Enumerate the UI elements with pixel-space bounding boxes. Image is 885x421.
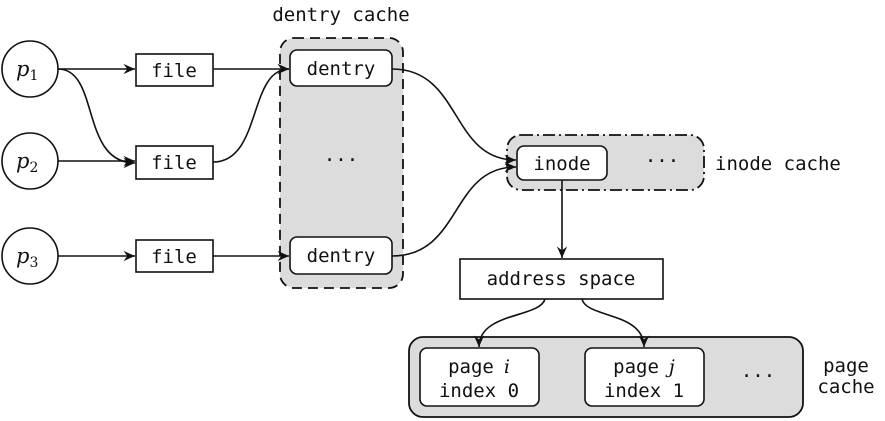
- file-node-3: [136, 240, 213, 272]
- page-j-word: page: [613, 356, 659, 378]
- process-p1: [2, 41, 58, 97]
- edge-file2-dentry1: [213, 69, 289, 162]
- page-ellipsis: ···: [740, 365, 776, 387]
- page-cache: [409, 337, 875, 417]
- page-cache-title-2: cache: [817, 376, 875, 398]
- page-j-index: index 1: [603, 380, 685, 402]
- file-node-2: [136, 146, 213, 179]
- inode-ellipsis: ···: [644, 150, 680, 172]
- dentry-node-1: [290, 50, 392, 86]
- process-p2-label: p: [16, 149, 30, 173]
- process-p2-sub: 2: [29, 160, 39, 176]
- page-node-j: [585, 348, 704, 406]
- file-node-3-label: file: [151, 246, 197, 268]
- file-node-1: [136, 54, 213, 86]
- inode-cache-title: inode cache: [715, 153, 841, 175]
- edge-dentry2-inode: [392, 167, 516, 256]
- page-j-var: j: [668, 356, 675, 378]
- inode-label: inode: [533, 153, 591, 175]
- dentry-cache: [272, 4, 409, 288]
- dentry-node-1-label: dentry: [306, 58, 376, 80]
- address-space-label: address space: [486, 268, 636, 290]
- page-i-word: page: [448, 356, 494, 378]
- process-p2: [2, 133, 58, 189]
- page-i-index: index 0: [438, 380, 520, 402]
- process-p3-sub: 3: [29, 255, 39, 271]
- dentry-ellipsis: ···: [323, 149, 359, 171]
- inode-node: [517, 146, 607, 180]
- dentry-cache-title: dentry cache: [272, 4, 410, 26]
- file-node-2-label: file: [151, 152, 197, 174]
- page-cache-title-1: page: [823, 355, 869, 377]
- process-p3-label: p: [16, 244, 30, 268]
- edge-dentry1-inode: [392, 69, 516, 160]
- process-p3: [2, 228, 58, 284]
- dentry-node-2-label: dentry: [306, 245, 376, 267]
- edge-p1-file2: [58, 69, 135, 163]
- page-i-var: i: [503, 356, 510, 378]
- inode-cache: [507, 135, 841, 190]
- file-node-1-label: file: [151, 60, 197, 82]
- address-space-node: [460, 259, 663, 299]
- process-p1-label: p: [16, 57, 30, 81]
- page-node-i: [420, 348, 539, 406]
- process-p1-sub: 1: [29, 68, 39, 84]
- dentry-node-2: [290, 237, 392, 274]
